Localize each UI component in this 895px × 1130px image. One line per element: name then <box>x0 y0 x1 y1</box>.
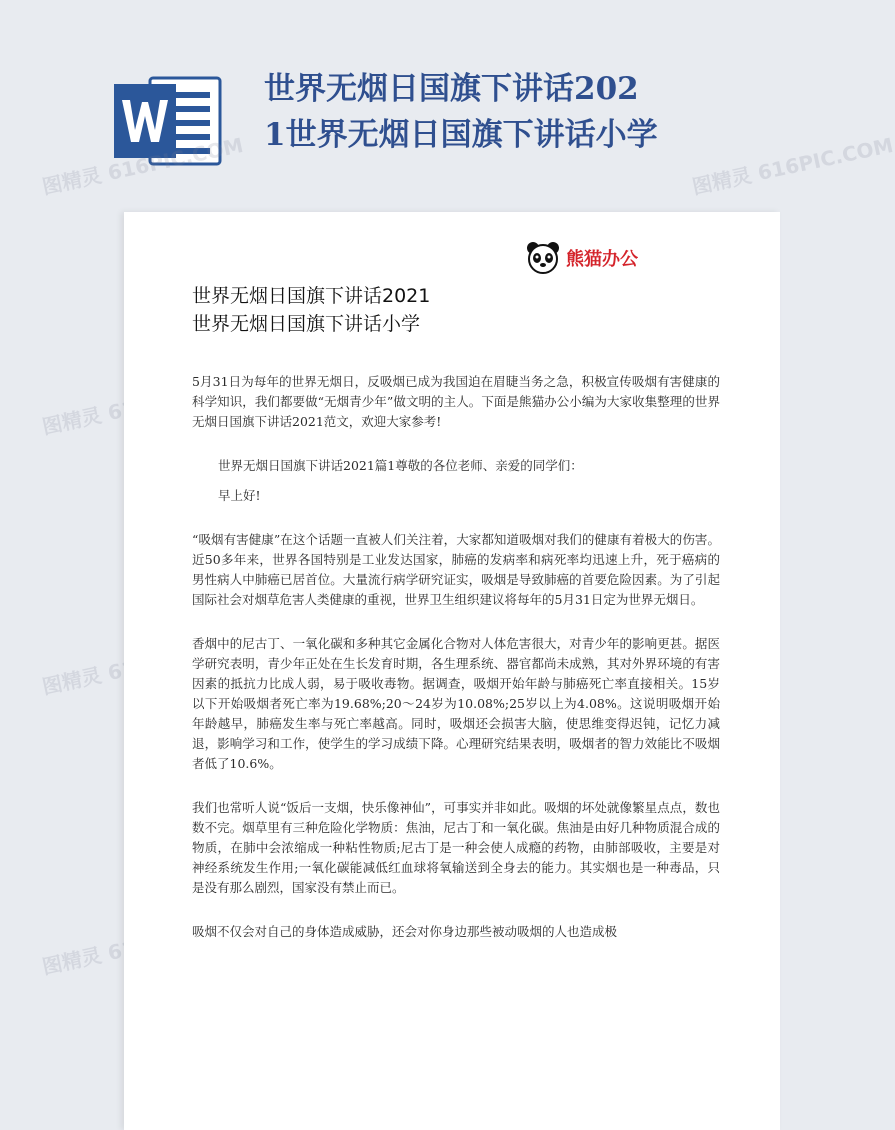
paragraph: 我们也常听人说“饭后一支烟，快乐像神仙”，可事实并非如此。吸烟的坏处就像繁星点点，数也数不完。烟草里有三种危险化学物质：焦油，尼古丁和一氧化碳。焦油是由好几种物质混合成的物质，在肺中会浓缩成一种粘性物质;尼古丁是一种会使人成瘾的药物，由肺部吸收，主要是对神经系统发生作用;一氧化碳能减低红血球将氧输送到全身去的能力。其实烟也是一种毒品，只是没有那么剧烈，国家没有禁止而已。 <box>192 800 720 895</box>
page-title-line1: 世界无烟日国旗下讲话2021 <box>192 285 431 307</box>
paragraph: “吸烟有害健康”在这个话题一直被人们关注着，大家都知道吸烟对我们的健康有着极大的伤害。近50多年来，世界各国特别是工业发达国家，肺癌的发病率和病死率均迅速上升，死于癌病的男性病人中肺癌已居首位。大量流行病学研究证实，吸烟是导致肺癌的首要危险因素。为了引起国际社会对烟草危害人类健康的重视，世界卫生组织建议将每年的5月31日定为世界无烟日。 <box>192 532 720 607</box>
watermark: 图精灵 <box>40 663 104 699</box>
paragraph: 吸烟不仅会对自己的身体造成威胁，还会对你身边那些被动吸烟的人也造成极 <box>192 924 618 939</box>
document-title-line1: 世界无烟日国旗下讲话202 <box>264 71 639 107</box>
header <box>0 0 800 210</box>
page-title <box>192 282 712 338</box>
paragraph: 早上好! <box>218 488 261 503</box>
paragraph: 5月31日为每年的世界无烟日，反吸烟已成为我国迫在眉睫当务之急，积极宣传吸烟有害健康的科学知识，我们都要做“无烟青少年”做文明的主人。下面是熊猫办公小编为大家收集整理的世界无烟日国旗下讲话2021范文，欢迎大家参考! <box>192 374 720 429</box>
body-text <box>192 372 720 966</box>
watermark: 图精灵 616PIC.COM <box>40 132 246 199</box>
brand-name: 熊猫办公 <box>566 249 638 270</box>
panda-logo-icon <box>526 241 560 275</box>
page-title-line2: 世界无烟日国旗下讲话小学 <box>192 313 421 335</box>
word-doc-icon <box>112 72 224 170</box>
document-title <box>264 66 784 158</box>
watermark: 图精灵 <box>40 403 104 439</box>
brand <box>526 238 638 278</box>
document-page <box>124 212 780 1130</box>
document-title-line2: 1世界无烟日国旗下讲话小学 <box>264 117 658 153</box>
paragraph: 世界无烟日国旗下讲话2021篇1尊敬的各位老师、亲爱的同学们： <box>218 458 583 473</box>
paragraph: 香烟中的尼古丁、一氧化碳和多种其它金属化合物对人体危害很大，对青少年的影响更甚。据医学研究表明，青少年正处在生长发育时期，各生理系统、器官都尚未成熟，其对外界环境的有害因素的抵抗力比成人弱，易于吸收毒物。据调查，吸烟开始年龄与肺癌死亡率直接相关。15岁以下开始吸烟者死亡率为19.68%;20～24岁为10.08%;25岁以上为4.08%。这说明吸烟开始年龄越早，肺癌发生率与死亡率越高。同时，吸烟还会损害大脑，使思维变得迟钝，记忆力减退，影响学习和工作，使学生的学习成绩下降。心理研究结果表明，吸烟者的智力效能比不吸烟者低了10.6%。 <box>192 636 720 771</box>
watermark: 图精灵 <box>40 943 104 979</box>
watermark: 图精灵 616PIC.COM <box>690 132 895 199</box>
